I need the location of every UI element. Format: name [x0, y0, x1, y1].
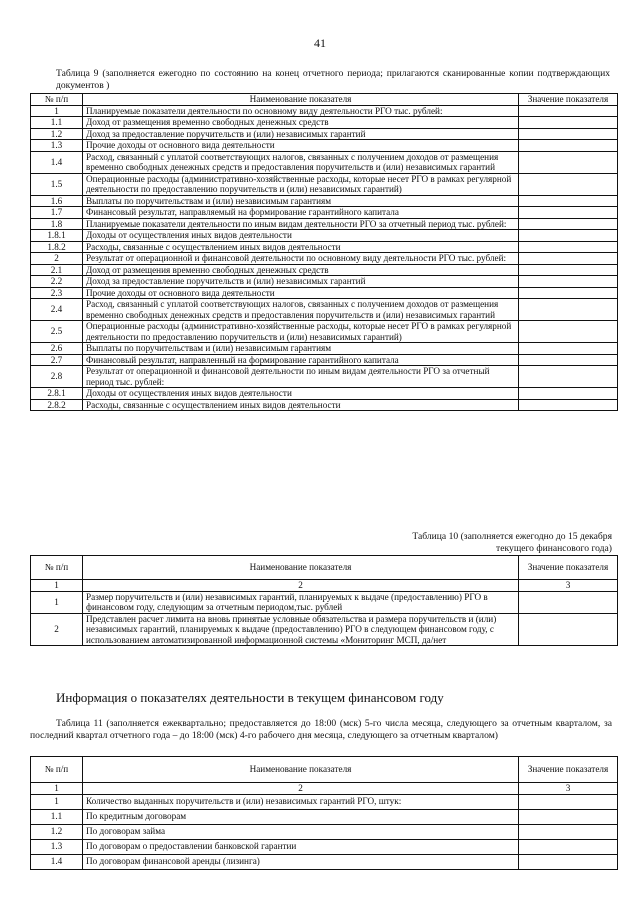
table-row	[31, 613, 618, 646]
table11-caption: Таблица 11 (заполняется ежеквартально; предоставляется до 18:00 (мск) 5-го числа месяца, следующего за отчетным кварталом, за последний квартал отчетного года – до 18:00 (мск) 4-го рабочего дня месяца, следующего за отчетным кварталом)	[30, 718, 612, 741]
table-row	[31, 343, 618, 355]
row-number: 2.6	[31, 343, 83, 355]
row-indicator-name: Планируемые показатели деятельности по основному виду деятельности РГО тыс. рублей:	[83, 105, 519, 117]
table10-caption-line2: текущего финансового года)	[496, 543, 612, 554]
table9-caption: Таблица 9 (заполняется ежегодно по состоянию на конец отчетного периода; прилагаются сканированные копии подтверждающих документов )	[56, 68, 610, 91]
row-value-cell[interactable]	[519, 354, 618, 366]
row-number: 1.2	[31, 128, 83, 140]
row-number: 1.7	[31, 207, 83, 219]
section-heading: Информация о показателях деятельности в текущем финансовом году	[56, 690, 444, 705]
row-value-cell[interactable]	[519, 388, 618, 400]
row-value-cell[interactable]	[519, 264, 618, 276]
row-indicator-name: Финансовый результат, направляемый на формирование гарантийного капитала	[83, 207, 519, 219]
row-indicator-name: Финансовый результат, направленный на формирование гарантийного капитала	[83, 354, 519, 366]
row-indicator-name: Результат от операционной и финансовой деятельности по иным видам деятельности РГО за отчетный период тыс. рублей:	[83, 366, 519, 388]
row-number: 1.6	[31, 195, 83, 207]
row-number: 2.4	[31, 299, 83, 321]
table11	[30, 756, 618, 870]
table9-header-num: № п/п	[31, 94, 83, 106]
row-value-cell[interactable]	[519, 839, 618, 854]
row-value-cell[interactable]	[519, 241, 618, 253]
row-indicator-name: Расход, связанный с уплатой соответствующих налогов, связанных с получением доходов от размещения временно свободных денежных средств и предоставления поручительств и (или) независимых гарантий	[83, 151, 519, 173]
table-row	[31, 399, 618, 411]
table-row	[31, 241, 618, 253]
table10-header-name: Наименование показателя	[83, 556, 519, 580]
row-indicator-name: По договорам о предоставлении банковской гарантии	[83, 839, 519, 854]
row-value-cell[interactable]	[519, 117, 618, 129]
table-row	[31, 321, 618, 343]
row-value-cell[interactable]	[519, 105, 618, 117]
table10-caption	[330, 531, 612, 555]
row-number: 2.3	[31, 287, 83, 299]
table11-header-value: Значение показателя	[519, 757, 618, 783]
row-indicator-name: Размер поручительств и (или) независимых гарантий, планируемых к выдаче (предоставлению) РГО в финансовом году, следующим за отчетным периодом,тыс. рублей	[83, 591, 519, 613]
row-value-cell[interactable]	[519, 140, 618, 152]
row-indicator-name: По договорам финансовой аренды (лизинга)	[83, 854, 519, 869]
table-row	[31, 809, 618, 824]
table9-header-name: Наименование показателя	[83, 94, 519, 106]
row-indicator-name: Расходы, связанные с осуществлением иных видов деятельности	[83, 241, 519, 253]
row-value-cell[interactable]	[519, 824, 618, 839]
table9-header-value: Значение показателя	[519, 94, 618, 106]
row-indicator-name: Доход за предоставление поручительств и (или) независимых гарантий	[83, 128, 519, 140]
table-row	[31, 299, 618, 321]
row-indicator-name: Операционные расходы (административно-хозяйственные расходы, которые несет РГО в рамках регулярной деятельности по предоставлению поручительств и (или) независимых гарантий)	[83, 173, 519, 195]
row-number: 1.8.2	[31, 241, 83, 253]
table-row	[31, 591, 618, 613]
row-number: 2.7	[31, 354, 83, 366]
row-number: 2.5	[31, 321, 83, 343]
table10	[30, 555, 618, 646]
row-value-cell[interactable]	[519, 230, 618, 242]
table11-header-name: Наименование показателя	[83, 757, 519, 783]
table-row	[31, 140, 618, 152]
table-row	[31, 230, 618, 242]
row-number: 1.4	[31, 854, 83, 869]
row-number: 1.1	[31, 117, 83, 129]
row-indicator-name: Доход от размещения временно свободных денежных средств	[83, 264, 519, 276]
row-number: 2.8.1	[31, 388, 83, 400]
table-row	[31, 264, 618, 276]
table10-index-1: 1	[31, 580, 83, 592]
row-indicator-name: Расходы, связанные с осуществлением иных видов деятельности	[83, 399, 519, 411]
row-number: 1	[31, 591, 83, 613]
table-row	[31, 794, 618, 809]
row-indicator-name: Выплаты по поручительствам и (или) независимым гарантиям	[83, 343, 519, 355]
row-value-cell[interactable]	[519, 218, 618, 230]
row-value-cell[interactable]	[519, 151, 618, 173]
row-number: 1.8	[31, 218, 83, 230]
row-indicator-name: Прочие доходы от основного вида деятельности	[83, 140, 519, 152]
row-indicator-name: Количество выданных поручительств и (или) независимых гарантий РГО, штук:	[83, 794, 519, 809]
row-number: 2	[31, 613, 83, 646]
page-number: 41	[314, 36, 326, 50]
row-indicator-name: Планируемые показатели деятельности по иным видам деятельности РГО за отчетный период тыс. рублей:	[83, 218, 519, 230]
row-number: 2.1	[31, 264, 83, 276]
row-indicator-name: Доход за предоставление поручительств и (или) независимых гарантий	[83, 276, 519, 288]
row-value-cell[interactable]	[519, 299, 618, 321]
row-value-cell[interactable]	[519, 613, 618, 646]
table10-header-value: Значение показателя	[519, 556, 618, 580]
row-value-cell[interactable]	[519, 128, 618, 140]
table-row	[31, 207, 618, 219]
table-row	[31, 276, 618, 288]
table-row	[31, 354, 618, 366]
table10-header-num: № п/п	[31, 556, 83, 580]
row-number: 1.3	[31, 140, 83, 152]
table10-index-3: 3	[519, 580, 618, 592]
row-value-cell[interactable]	[519, 794, 618, 809]
row-value-cell[interactable]	[519, 195, 618, 207]
row-indicator-name: Результат от операционной и финансовой деятельности по основному виду деятельности РГО тыс. рублей:	[83, 253, 519, 265]
row-indicator-name: Операционные расходы (административно-хозяйственные расходы, которые несет РГО в рамках регулярной деятельности по предоставлению поручительств и (или) независимых гарантий)	[83, 321, 519, 343]
row-value-cell[interactable]	[519, 366, 618, 388]
table-row	[31, 388, 618, 400]
row-value-cell[interactable]	[519, 321, 618, 343]
table11-index-1: 1	[31, 783, 83, 795]
table-row	[31, 854, 618, 869]
row-value-cell[interactable]	[519, 287, 618, 299]
row-number: 1.3	[31, 839, 83, 854]
row-indicator-name: Выплаты по поручительствам и (или) независимым гарантиям	[83, 195, 519, 207]
row-indicator-name: По кредитным договорам	[83, 809, 519, 824]
table-row	[31, 218, 618, 230]
row-value-cell[interactable]	[519, 399, 618, 411]
row-value-cell[interactable]	[519, 854, 618, 869]
row-number: 2	[31, 253, 83, 265]
table-row	[31, 195, 618, 207]
row-number: 1.4	[31, 151, 83, 173]
row-value-cell[interactable]	[519, 173, 618, 195]
row-value-cell[interactable]	[519, 343, 618, 355]
table-row	[31, 105, 618, 117]
row-number: 1.8.1	[31, 230, 83, 242]
table11-header-num: № п/п	[31, 757, 83, 783]
table9	[30, 93, 618, 411]
row-indicator-name: Доход от размещения временно свободных денежных средств	[83, 117, 519, 129]
row-value-cell[interactable]	[519, 276, 618, 288]
row-number: 2.2	[31, 276, 83, 288]
row-number: 1.5	[31, 173, 83, 195]
table11-index-3: 3	[519, 783, 618, 795]
table11-index-2: 2	[83, 783, 519, 795]
row-number: 1	[31, 794, 83, 809]
row-number: 2.8	[31, 366, 83, 388]
row-number: 1.1	[31, 809, 83, 824]
row-number: 2.8.2	[31, 399, 83, 411]
row-indicator-name: Расход, связанный с уплатой соответствующих налогов, связанных с получением доходов от размещения временно свободных денежных средств и предоставления поручительств и (или) независимых гарантий	[83, 299, 519, 321]
table10-caption-line1: Таблица 10 (заполняется ежегодно до 15 декабря	[412, 531, 612, 542]
table-row	[31, 287, 618, 299]
row-value-cell[interactable]	[519, 591, 618, 613]
table-row	[31, 366, 618, 388]
row-indicator-name: Прочие доходы от основного вида деятельности	[83, 287, 519, 299]
row-value-cell[interactable]	[519, 253, 618, 265]
row-indicator-name: Доходы от осуществления иных видов деятельности	[83, 388, 519, 400]
table-row	[31, 151, 618, 173]
table-row	[31, 117, 618, 129]
row-number: 1.2	[31, 824, 83, 839]
table-row	[31, 824, 618, 839]
row-indicator-name: Доходы от осуществления иных видов деятельности	[83, 230, 519, 242]
row-indicator-name: По договорам займа	[83, 824, 519, 839]
table10-index-2: 2	[83, 580, 519, 592]
table-row	[31, 173, 618, 195]
table-row	[31, 839, 618, 854]
row-value-cell[interactable]	[519, 809, 618, 824]
row-indicator-name: Представлен расчет лимита на вновь принятые условные обязательства и размера поручительств и (или) независимых гарантий, планируемых к выдаче (предоставлению) РГО в следующем финансовом году, с использованием автоматизированной информационной системы «Мониторинг МСП, да/нет	[83, 613, 519, 646]
row-value-cell[interactable]	[519, 207, 618, 219]
table-row	[31, 128, 618, 140]
table-row	[31, 253, 618, 265]
row-number: 1	[31, 105, 83, 117]
